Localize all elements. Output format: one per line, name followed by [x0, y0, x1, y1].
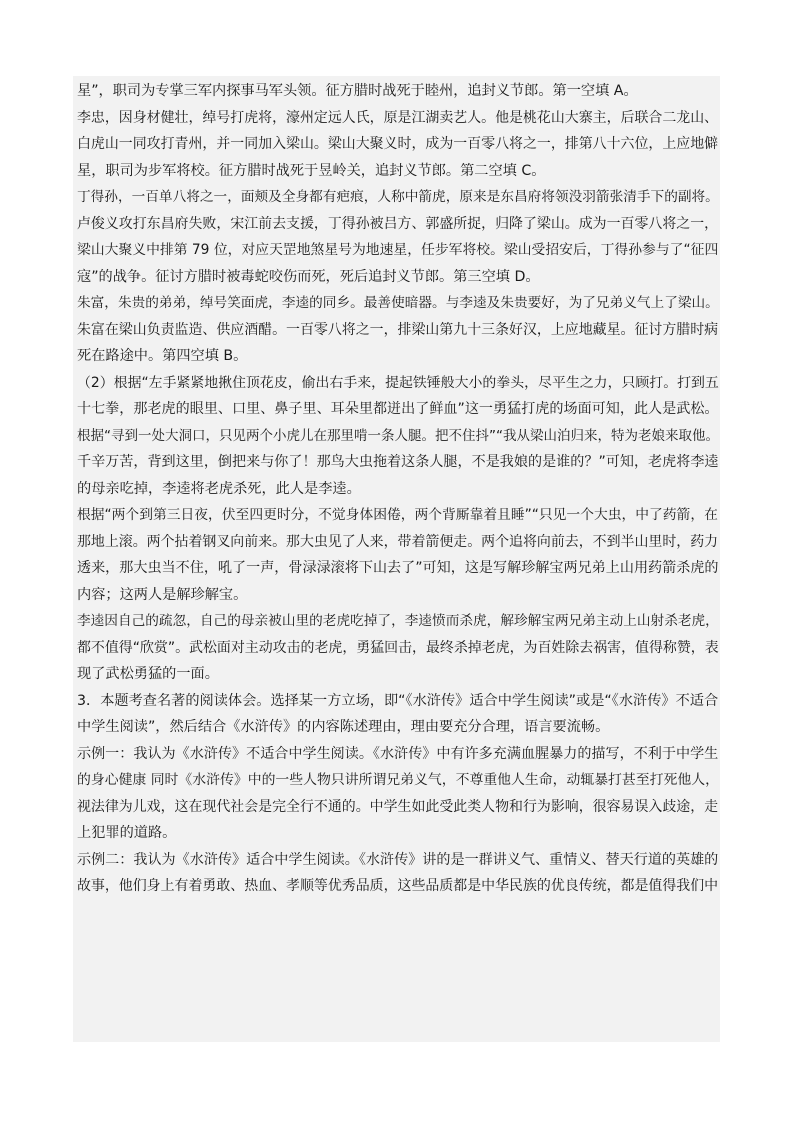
text-line: 十七拳，那老虎的眼里、口里、鼻子里、耳朵里都迸出了鲜血”这一勇猛打虎的场面可知，此人是武松。	[77, 401, 719, 417]
text-line: 透来，那大虫当不住，吼了一声，骨渌渌滚将下山去了”可知，这是写解珍解宝两兄弟上山用药箭杀虎的	[77, 560, 719, 576]
text-line: 星，职司为步军将校。征方腊时战死于昱岭关，追封义节郎。第二空填 C。	[77, 162, 546, 179]
text-line: 梁山大聚义中排第 79 位，对应天罡地煞星号为地速星，任步军将校。梁山受招安后，丁得孙参与了“征四	[77, 242, 719, 258]
text-line: 李逵因自己的疏忽，自己的母亲被山里的老虎吃掉了，李逵愤而杀虎，解珍解宝两兄弟主动上山射杀老虎，	[77, 613, 719, 629]
text-line: 中学生阅读”，然后结合《水浒传》的内容陈述理由，理由要充分合理，语言要流畅。	[77, 719, 610, 735]
text-line: 视法律为儿戏，这在现代社会是完全行不通的。中学生如此受此类人物和行为影响，很容易误入歧途，走	[77, 798, 719, 815]
text-line: 李忠，因身材健壮，绰号打虎将，濠州定远人氏，原是江湖卖艺人。他是桃花山大寨主，后联合二龙山、	[77, 109, 719, 126]
text-line: 星”，职司为专掌三军内探事马军头领。征方腊时战死于睦州，追封义节郎。第一空填 A。	[77, 83, 638, 99]
text-line: 千辛万苦，背到这里，倒把来与你了！那鸟大虫拖着这条人腿，不是我娘的是谁的？”可知，老虎将李逵	[77, 454, 719, 470]
document-body	[77, 78, 722, 900]
text-line: 3．本题考查名著的阅读体会。选择某一方立场，即“《水浒传》适合中学生阅读”或是“《水浒传》不适合	[77, 692, 719, 709]
text-line: 根据“两个到第三日夜，伏至四更时分，不觉身体困倦，两个背厮靠着且睡”“只见一个大虫，中了药箭，在	[77, 507, 718, 523]
text-line: 丁得孙，一百单八将之一，面颊及全身都有疤痕，人称中箭虎，原来是东昌府将领没羽箭张清手下的副将。	[77, 189, 719, 205]
text-line: 白虎山一同攻打青州，并一同加入梁山。梁山大聚义时，成为一百零八将之一，排第八十六位，上应地僻	[77, 136, 719, 152]
text-line: 现了武松勇猛的一面。	[77, 666, 219, 682]
text-line: 故事，他们身上有着勇敢、热血、孝顺等优秀品质，这些品质都是中华民族的优良传统，都是值得我们中	[77, 878, 719, 894]
text-line: 朱富在梁山负责监造、供应酒醋。一百零八将之一，排梁山第九十三条好汉，上应地藏星。征讨方腊时病	[77, 321, 719, 338]
text-line: 死在路途中。第四空填 B。	[77, 348, 248, 364]
text-line: 的母亲吃掉，李逵将老虎杀死，此人是李逵。	[77, 480, 361, 497]
text-line: 的身心健康 同时《水浒传》中的一些人物只讲所谓兄弟义气，不尊重他人生命，动辄暴打甚至打死他人，	[77, 772, 719, 788]
text-line: 根据“寻到一处大洞口，只见两个小虎儿在那里啃一条人腿。把不住抖”“我从梁山泊归来，特为老娘来取他。	[77, 427, 719, 444]
text-line: 示例一：我认为《水浒传》不适合中学生阅读。《水浒传》中有许多充满血腥暴力的描写，不利于中学生	[77, 745, 719, 762]
text-line: 那地上滚。两个拈着钢叉向前来。那大虫见了人来，带着箭便走。两个追将向前去，不到半山里时，药力	[77, 533, 719, 550]
text-line: （2）根据“左手紧紧地揪住顶花皮，偷出右手来，提起铁锤般大小的拳头，尽平生之力，只顾打。打到五	[77, 374, 719, 391]
text-line: 寇”的战争。征讨方腊时被毒蛇咬伤而死，死后追封义节郎。第三空填 D。	[77, 268, 540, 285]
text-line: 示例二：我认为《水浒传》适合中学生阅读。《水浒传》讲的是一群讲义气、重情义、替天行道的英雄的	[77, 851, 719, 868]
text-line: 内容；这两人是解珍解宝。	[77, 586, 248, 603]
text-line: 朱富，朱贵的弟弟，绰号笑面虎，李逵的同乡。最善使暗器。与李逵及朱贵要好，为了兄弟义气上了梁山。	[77, 295, 719, 311]
text-line: 卢俊义攻打东昌府失败，宋江前去支援，丁得孙被吕方、郭盛所捉，归降了梁山。成为一百零八将之一，	[77, 215, 719, 232]
text-line: 都不值得“欣赏”。武松面对主动攻击的老虎，勇猛回击，最终杀掉老虎，为百姓除去祸害，值得称赞，表	[77, 639, 719, 656]
text-line: 上犯罪的道路。	[77, 825, 177, 841]
